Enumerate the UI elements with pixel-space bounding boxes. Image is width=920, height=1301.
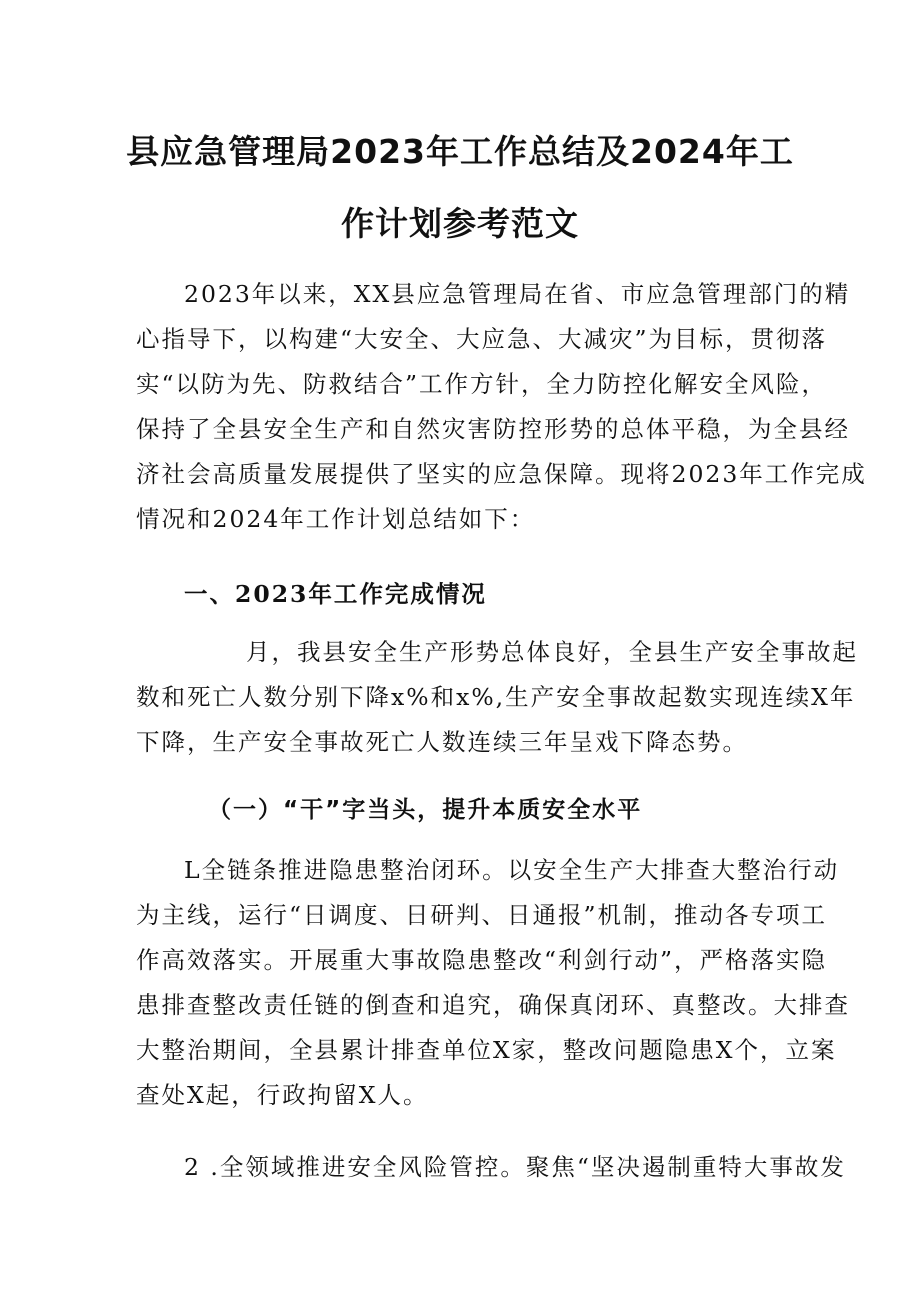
item-2-line-1: 2 .全领域推进安全风险管控。聚焦“坚决遏制重特大事故发	[184, 1153, 846, 1181]
section-1-line-3: 下降，生产安全事故死亡人数连续三年呈戏下降态势。	[136, 728, 748, 756]
intro-line-4: 保持了全县安全生产和自然灾害防控形势的总体平稳，为全县经	[136, 415, 850, 443]
subsection-1-heading: （一）“干”字当头，提升本质安全水平	[208, 797, 643, 823]
intro-line-5: 济社会高质量发展提供了坚实的应急保障。现将2023年工作完成	[136, 460, 867, 488]
section-1-line-2: 数和死亡人数分别下降x%和x%,生产安全事故起数实现连续X年	[136, 683, 856, 711]
intro-line-2: 心指导下，以构建“大安全、大应急、大减灾”为目标，贯彻落	[136, 325, 828, 353]
intro-paragraph	[136, 272, 867, 542]
item-1-line-2: 为主线，运行“日调度、日研判、日通报”机制，推动各专项工	[136, 901, 828, 929]
section-1-paragraph	[136, 630, 858, 765]
item-1-line-1: L全链条推进隐患整治闭环。以安全生产大排查大整治行动	[184, 856, 840, 884]
section-1-line-1: 月，我县安全生产形势总体良好，全县生产安全事故起	[246, 638, 858, 666]
section-1-heading: 一、2023年工作完成情况	[184, 580, 487, 608]
item-1-line-3: 作高效落实。开展重大事故隐患整改“利剑行动”，严格落实隐	[136, 946, 828, 974]
item-2-paragraph	[136, 1145, 846, 1190]
document-title-line-2: 作计划参考范文	[341, 204, 579, 243]
intro-line-1: 2023年以来，XX县应急管理局在省、市应急管理部门的精	[184, 280, 851, 308]
intro-line-3: 实“以防为先、防救结合”工作方针，全力防控化解安全风险，	[136, 370, 828, 398]
item-1-line-6: 查处X起，行政拘留X人。	[136, 1081, 429, 1109]
document-title-line-1: 县应急管理局2023年工作总结及2024年工	[126, 132, 794, 171]
intro-line-6: 情况和2024年工作计划总结如下：	[136, 505, 536, 533]
item-1-paragraph	[136, 848, 850, 1118]
item-1-line-5: 大整治期间，全县累计排查单位X家，整改问题隐患X个，立案	[136, 1036, 837, 1064]
item-1-line-4: 患排查整改责任链的倒查和追究，确保真闭环、真整改。大排查	[136, 991, 850, 1019]
